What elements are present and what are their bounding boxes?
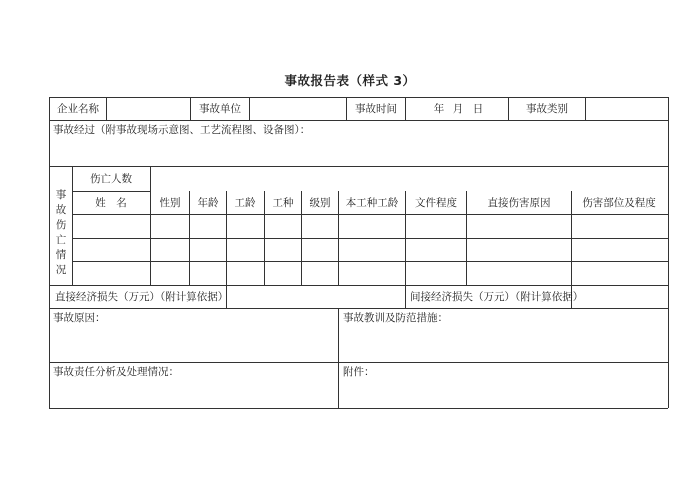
row-divider (49, 285, 668, 286)
accident-category-label: 事故类别 (526, 103, 568, 115)
table-right-border (668, 97, 669, 408)
column-divider (226, 191, 227, 285)
indirect-loss-label: 间接经济损失（万元）（附计算依据） (410, 291, 584, 303)
table-bottom-border (49, 408, 668, 409)
row-divider (72, 191, 150, 192)
header-name: 姓 名 (95, 197, 127, 209)
row-divider (49, 362, 668, 363)
casualty-section-char: 况 (55, 264, 67, 276)
header-work-years: 工龄 (234, 197, 256, 209)
header-education: 文件程度 (415, 197, 457, 209)
column-divider (585, 97, 586, 120)
column-divider (301, 191, 302, 285)
attachment-label: 附件： (343, 366, 375, 378)
column-divider (338, 191, 339, 285)
header-gender: 性别 (159, 197, 181, 209)
column-divider (466, 191, 467, 285)
row-divider (49, 120, 668, 121)
casualty-section-char: 事 (55, 189, 67, 201)
column-divider (405, 285, 406, 308)
day-label: 日 (472, 103, 484, 115)
casualty-section-char: 情 (55, 249, 67, 261)
row-divider (49, 308, 668, 309)
responsibility-analysis-label: 事故责任分析及处理情况： (53, 366, 179, 378)
column-divider (249, 97, 250, 120)
casualty-section-char: 故 (55, 204, 67, 216)
header-job-type: 工种 (272, 197, 294, 209)
column-divider (106, 97, 107, 120)
casualty-section-char: 伤 (55, 219, 67, 231)
column-divider (190, 97, 191, 120)
accident-cause-label: 事故原因： (53, 312, 106, 324)
accident-time-label: 事故时间 (355, 103, 397, 115)
row-divider (72, 214, 668, 215)
casualty-count-label: 伤亡人数 (90, 173, 132, 185)
header-job-tenure: 本工种工龄 (345, 197, 399, 209)
column-divider (150, 166, 151, 285)
column-divider (338, 308, 339, 408)
month-label: 月 (452, 103, 464, 115)
page-title: 事故报告表（样式 3） (284, 73, 416, 88)
year-label: 年 (433, 103, 445, 115)
column-divider (571, 191, 572, 285)
header-age: 年龄 (197, 197, 219, 209)
casualty-section-label (55, 188, 67, 278)
table-top-border (49, 97, 668, 98)
table-left-border (49, 97, 50, 408)
column-divider (405, 97, 406, 120)
accident-process-label: 事故经过（附事故现场示意图、工艺流程图、设备图）： (53, 124, 311, 136)
header-injury: 伤害部位及程度 (582, 197, 656, 209)
row-divider (72, 261, 668, 262)
lessons-measures-label: 事故教训及防范措施： (343, 312, 448, 324)
casualty-section-char: 亡 (55, 234, 67, 246)
column-divider (508, 97, 509, 120)
row-divider (72, 238, 668, 239)
column-divider (405, 191, 406, 285)
column-divider (346, 97, 347, 120)
column-divider (264, 191, 265, 285)
column-divider (189, 191, 190, 285)
company-name-label: 企业名称 (57, 103, 99, 115)
accident-unit-label: 事故单位 (199, 103, 241, 115)
column-divider (72, 166, 73, 285)
row-divider (49, 166, 668, 167)
header-direct-cause: 直接伤害原因 (487, 197, 551, 209)
direct-loss-label: 直接经济损失（万元）（附计算依据） (55, 291, 229, 303)
header-level: 级别 (309, 197, 331, 209)
